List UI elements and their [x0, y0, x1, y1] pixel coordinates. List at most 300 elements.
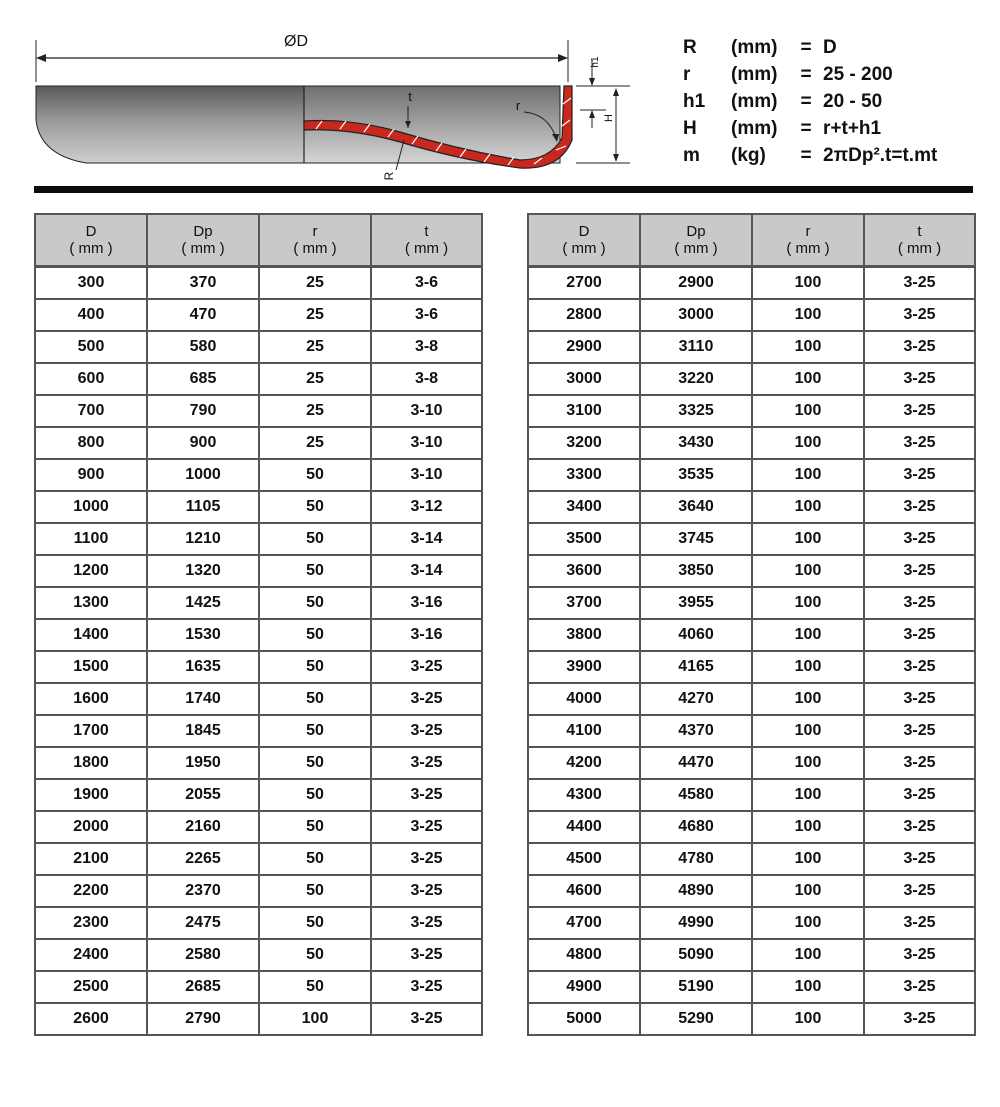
cell-dp: 5190: [640, 971, 752, 1003]
cell-r: 100: [752, 459, 864, 491]
cell-dp: 1000: [147, 459, 259, 491]
cell-d: 1600: [35, 683, 147, 715]
cell-d: 4300: [528, 779, 640, 811]
cell-d: 2600: [35, 1003, 147, 1035]
thickness-label: t: [408, 89, 412, 104]
cell-t: 3-25: [864, 363, 975, 395]
cell-r: 25: [259, 331, 371, 363]
section-divider: [34, 186, 973, 193]
formula-unit: (mm): [731, 64, 778, 85]
cell-dp: 1210: [147, 523, 259, 555]
h1-label: h1: [590, 56, 601, 68]
cell-dp: 1845: [147, 715, 259, 747]
cell-r: 50: [259, 523, 371, 555]
cell-r: 100: [752, 843, 864, 875]
table-row: [528, 971, 975, 1003]
table-row: [35, 299, 482, 331]
cell-d: 2800: [528, 299, 640, 331]
table-row: [528, 619, 975, 651]
cell-d: 3400: [528, 491, 640, 523]
cell-t: 3-25: [864, 971, 975, 1003]
cell-t: 3-10: [371, 427, 482, 459]
column-name: r: [312, 223, 318, 240]
formula-symbol: h1: [683, 91, 706, 112]
cell-r: 100: [752, 747, 864, 779]
cell-r: 50: [259, 971, 371, 1003]
cell-t: 3-12: [371, 491, 482, 523]
table-row: [35, 747, 482, 779]
cell-d: 4900: [528, 971, 640, 1003]
table-header-row: [528, 214, 975, 267]
cell-dp: 5090: [640, 939, 752, 971]
formula-equals: =: [800, 64, 812, 85]
cell-d: 4700: [528, 907, 640, 939]
cell-d: 1400: [35, 619, 147, 651]
cell-t: 3-25: [371, 747, 482, 779]
cell-r: 50: [259, 555, 371, 587]
table-row: [528, 555, 975, 587]
cell-t: 3-25: [864, 747, 975, 779]
cell-dp: 1105: [147, 491, 259, 523]
cell-t: 3-25: [371, 683, 482, 715]
cell-r: 100: [752, 523, 864, 555]
cell-r: 25: [259, 427, 371, 459]
column-unit: ( mm ): [69, 240, 113, 257]
cell-dp: 2475: [147, 907, 259, 939]
column-name: Dp: [193, 223, 213, 240]
cell-r: 100: [752, 267, 864, 300]
cell-d: 5000: [528, 1003, 640, 1035]
cell-dp: 1950: [147, 747, 259, 779]
cell-dp: 2580: [147, 939, 259, 971]
cell-dp: 4990: [640, 907, 752, 939]
table-row: [528, 779, 975, 811]
cell-r: 100: [752, 939, 864, 971]
cell-t: 3-25: [864, 459, 975, 491]
table-row: [35, 395, 482, 427]
cell-r: 100: [752, 971, 864, 1003]
cell-d: 2000: [35, 811, 147, 843]
cell-t: 3-8: [371, 331, 482, 363]
cell-t: 3-25: [864, 619, 975, 651]
cell-d: 1800: [35, 747, 147, 779]
dimensions-table-right: [527, 213, 976, 1036]
cell-dp: 2265: [147, 843, 259, 875]
cell-dp: 3745: [640, 523, 752, 555]
cell-t: 3-25: [371, 715, 482, 747]
cell-d: 900: [35, 459, 147, 491]
table-header-row: [35, 214, 482, 267]
cell-t: 3-25: [371, 875, 482, 907]
cell-d: 4200: [528, 747, 640, 779]
cell-t: 3-25: [864, 587, 975, 619]
table-row: [528, 747, 975, 779]
cell-dp: 3430: [640, 427, 752, 459]
table-row: [35, 971, 482, 1003]
formula-value: r+t+h1: [823, 118, 882, 139]
table-row: [528, 299, 975, 331]
formula-equals: =: [800, 91, 812, 112]
cell-t: 3-25: [864, 939, 975, 971]
table-row: [35, 715, 482, 747]
cell-t: 3-25: [864, 811, 975, 843]
table-row: [35, 555, 482, 587]
column-name: Dp: [686, 223, 706, 240]
table-row: [35, 491, 482, 523]
cell-t: 3-25: [371, 811, 482, 843]
cell-dp: 1635: [147, 651, 259, 683]
cell-d: 4500: [528, 843, 640, 875]
cell-dp: 3000: [640, 299, 752, 331]
cell-d: 2500: [35, 971, 147, 1003]
cell-r: 100: [752, 427, 864, 459]
cell-dp: 4165: [640, 651, 752, 683]
column-name: D: [578, 223, 590, 240]
formula-block: [683, 34, 983, 169]
cell-d: 2200: [35, 875, 147, 907]
H-label: H: [603, 114, 615, 122]
cell-dp: 4370: [640, 715, 752, 747]
cell-r: 100: [752, 299, 864, 331]
cell-t: 3-25: [864, 267, 975, 300]
cell-d: 3900: [528, 651, 640, 683]
table-row: [35, 587, 482, 619]
formula-value: 25 - 200: [823, 64, 893, 85]
cell-t: 3-16: [371, 619, 482, 651]
table-row: [528, 587, 975, 619]
head-body-left: [36, 86, 304, 163]
cell-t: 3-25: [371, 939, 482, 971]
cell-t: 3-16: [371, 587, 482, 619]
cell-t: 3-25: [864, 779, 975, 811]
diameter-label: ØD: [284, 33, 308, 50]
cell-t: 3-25: [864, 907, 975, 939]
cell-dp: 3640: [640, 491, 752, 523]
cell-r: 50: [259, 875, 371, 907]
cell-d: 2300: [35, 907, 147, 939]
cell-t: 3-25: [371, 907, 482, 939]
cell-dp: 3535: [640, 459, 752, 491]
cell-d: 1900: [35, 779, 147, 811]
cell-t: 3-25: [864, 651, 975, 683]
cell-r: 100: [752, 619, 864, 651]
cell-r: 50: [259, 843, 371, 875]
column-unit: ( mm ): [786, 240, 830, 257]
cell-t: 3-25: [864, 843, 975, 875]
table-row: [528, 459, 975, 491]
column-header-D: [35, 214, 147, 267]
cell-d: 3100: [528, 395, 640, 427]
table-row: [528, 715, 975, 747]
cell-t: 3-25: [864, 523, 975, 555]
cell-d: 4000: [528, 683, 640, 715]
cell-r: 50: [259, 619, 371, 651]
cell-dp: 790: [147, 395, 259, 427]
table-row: [528, 267, 975, 300]
formula-unit: (kg): [731, 145, 766, 166]
table-row: [528, 939, 975, 971]
cell-r: 50: [259, 779, 371, 811]
cell-d: 1500: [35, 651, 147, 683]
cell-dp: 2685: [147, 971, 259, 1003]
cell-d: 3700: [528, 587, 640, 619]
formula-symbol: m: [683, 145, 700, 166]
table-row: [528, 811, 975, 843]
table-row: [35, 939, 482, 971]
table-row: [35, 811, 482, 843]
cell-r: 100: [752, 587, 864, 619]
cell-dp: 2900: [640, 267, 752, 300]
cell-dp: 685: [147, 363, 259, 395]
cell-d: 600: [35, 363, 147, 395]
cell-dp: 370: [147, 267, 259, 300]
cell-dp: 1530: [147, 619, 259, 651]
formula-symbol: r: [683, 64, 691, 85]
column-header-r: [259, 214, 371, 267]
cell-r: 100: [752, 779, 864, 811]
formula-value: 20 - 50: [823, 91, 883, 112]
cell-dp: 1740: [147, 683, 259, 715]
formula-unit: (mm): [731, 118, 778, 139]
cell-dp: 3850: [640, 555, 752, 587]
cell-dp: 3220: [640, 363, 752, 395]
cell-t: 3-25: [864, 491, 975, 523]
cell-t: 3-14: [371, 555, 482, 587]
column-unit: ( mm ): [562, 240, 606, 257]
cell-t: 3-10: [371, 395, 482, 427]
cell-r: 100: [752, 683, 864, 715]
formula-row-m: [683, 142, 983, 169]
table-row: [35, 683, 482, 715]
cell-r: 50: [259, 459, 371, 491]
column-name: r: [805, 223, 811, 240]
cell-dp: 2160: [147, 811, 259, 843]
table-row: [528, 363, 975, 395]
cell-d: 1000: [35, 491, 147, 523]
cell-dp: 2370: [147, 875, 259, 907]
table-row: [528, 651, 975, 683]
table-row: [35, 875, 482, 907]
cell-dp: 5290: [640, 1003, 752, 1035]
table-row: [528, 331, 975, 363]
cell-dp: 580: [147, 331, 259, 363]
table-row: [35, 267, 482, 300]
cell-t: 3-6: [371, 299, 482, 331]
cell-dp: 1425: [147, 587, 259, 619]
cell-r: 100: [752, 875, 864, 907]
formula-row-h1: [683, 88, 983, 115]
cell-d: 2100: [35, 843, 147, 875]
table-row: [528, 395, 975, 427]
cell-r: 50: [259, 907, 371, 939]
cell-d: 1300: [35, 587, 147, 619]
formula-equals: =: [800, 145, 812, 166]
table-row: [35, 523, 482, 555]
cell-t: 3-25: [864, 427, 975, 459]
cell-r: 50: [259, 715, 371, 747]
cell-dp: 3325: [640, 395, 752, 427]
cell-r: 50: [259, 747, 371, 779]
formula-row-R: [683, 34, 983, 61]
cell-d: 3500: [528, 523, 640, 555]
cell-t: 3-25: [371, 1003, 482, 1035]
cell-t: 3-25: [371, 651, 482, 683]
cell-d: 3200: [528, 427, 640, 459]
cell-dp: 4890: [640, 875, 752, 907]
formula-row-r: [683, 61, 983, 88]
cell-d: 3800: [528, 619, 640, 651]
big-radius-label: R: [382, 171, 396, 181]
column-name: t: [424, 223, 429, 240]
column-header-Dp: [147, 214, 259, 267]
cell-r: 25: [259, 395, 371, 427]
cell-t: 3-25: [864, 395, 975, 427]
table-row: [35, 779, 482, 811]
cell-d: 1200: [35, 555, 147, 587]
cell-d: 4400: [528, 811, 640, 843]
table-row: [528, 907, 975, 939]
cell-d: 500: [35, 331, 147, 363]
cell-r: 25: [259, 267, 371, 300]
cell-d: 3300: [528, 459, 640, 491]
cell-d: 1700: [35, 715, 147, 747]
cell-dp: 3955: [640, 587, 752, 619]
formula-row-H: [683, 115, 983, 142]
formula-unit: (mm): [731, 37, 778, 58]
cell-d: 400: [35, 299, 147, 331]
cell-r: 100: [752, 1003, 864, 1035]
cell-t: 3-25: [371, 779, 482, 811]
cell-t: 3-8: [371, 363, 482, 395]
formula-value: D: [823, 37, 837, 58]
cell-r: 100: [752, 555, 864, 587]
cell-r: 50: [259, 939, 371, 971]
column-unit: ( mm ): [674, 240, 718, 257]
cell-dp: 4470: [640, 747, 752, 779]
formula-value: 2πDp².t=t.mt: [823, 145, 938, 166]
formula-equals: =: [800, 118, 812, 139]
column-name: t: [917, 223, 922, 240]
cell-t: 3-10: [371, 459, 482, 491]
column-header-r: [752, 214, 864, 267]
table-row: [35, 843, 482, 875]
cell-dp: 2790: [147, 1003, 259, 1035]
cell-r: 50: [259, 491, 371, 523]
height-dimensions: [576, 60, 630, 163]
cell-t: 3-25: [371, 971, 482, 1003]
table-row: [528, 427, 975, 459]
cell-r: 100: [259, 1003, 371, 1035]
radius-label: r: [515, 98, 521, 113]
formula-symbol: R: [683, 37, 697, 58]
cell-r: 50: [259, 587, 371, 619]
cell-t: 3-6: [371, 267, 482, 300]
table-row: [35, 907, 482, 939]
cell-d: 800: [35, 427, 147, 459]
cell-dp: 4580: [640, 779, 752, 811]
cell-d: 2700: [528, 267, 640, 300]
table-row: [35, 427, 482, 459]
cell-r: 50: [259, 651, 371, 683]
column-unit: ( mm ): [293, 240, 337, 257]
cell-d: 700: [35, 395, 147, 427]
cell-r: 100: [752, 491, 864, 523]
cell-d: 4800: [528, 939, 640, 971]
formula-unit: (mm): [731, 91, 778, 112]
cell-d: 4100: [528, 715, 640, 747]
cell-dp: 1320: [147, 555, 259, 587]
cell-t: 3-25: [864, 683, 975, 715]
cell-r: 100: [752, 651, 864, 683]
cell-d: 1100: [35, 523, 147, 555]
table-row: [35, 331, 482, 363]
cell-r: 25: [259, 299, 371, 331]
cell-dp: 2055: [147, 779, 259, 811]
table-row: [528, 523, 975, 555]
table-row: [528, 1003, 975, 1035]
cell-d: 4600: [528, 875, 640, 907]
cell-dp: 4780: [640, 843, 752, 875]
table-row: [35, 1003, 482, 1035]
table-row: [35, 363, 482, 395]
table-row: [35, 459, 482, 491]
column-unit: ( mm ): [181, 240, 225, 257]
cell-r: 50: [259, 683, 371, 715]
cell-dp: 3110: [640, 331, 752, 363]
column-unit: ( mm ): [897, 240, 942, 257]
formula-equals: =: [800, 37, 812, 58]
cell-r: 25: [259, 363, 371, 395]
cell-r: 100: [752, 811, 864, 843]
dimensions-table-left: [34, 213, 483, 1036]
table-row: [35, 619, 482, 651]
dished-head-diagram: [0, 0, 680, 185]
column-name: D: [85, 223, 97, 240]
cell-t: 3-25: [371, 843, 482, 875]
formula-symbol: H: [683, 118, 697, 139]
cell-dp: 900: [147, 427, 259, 459]
cell-d: 2900: [528, 331, 640, 363]
cell-r: 100: [752, 331, 864, 363]
cell-t: 3-25: [864, 299, 975, 331]
table-row: [528, 875, 975, 907]
table-row: [35, 651, 482, 683]
cell-d: 2400: [35, 939, 147, 971]
column-header-t: [371, 214, 482, 267]
cell-r: 100: [752, 363, 864, 395]
cell-r: 100: [752, 715, 864, 747]
cell-dp: 4680: [640, 811, 752, 843]
column-header-t: [864, 214, 975, 267]
cell-t: 3-25: [864, 715, 975, 747]
cell-t: 3-25: [864, 331, 975, 363]
table-row: [528, 683, 975, 715]
cell-d: 3600: [528, 555, 640, 587]
cell-dp: 4270: [640, 683, 752, 715]
cell-t: 3-14: [371, 523, 482, 555]
column-unit: ( mm ): [404, 240, 449, 257]
cell-dp: 4060: [640, 619, 752, 651]
cell-t: 3-25: [864, 875, 975, 907]
cell-t: 3-25: [864, 555, 975, 587]
column-header-Dp: [640, 214, 752, 267]
cell-r: 50: [259, 811, 371, 843]
table-row: [528, 843, 975, 875]
cell-dp: 470: [147, 299, 259, 331]
column-header-D: [528, 214, 640, 267]
cell-d: 300: [35, 267, 147, 300]
cell-t: 3-25: [864, 1003, 975, 1035]
